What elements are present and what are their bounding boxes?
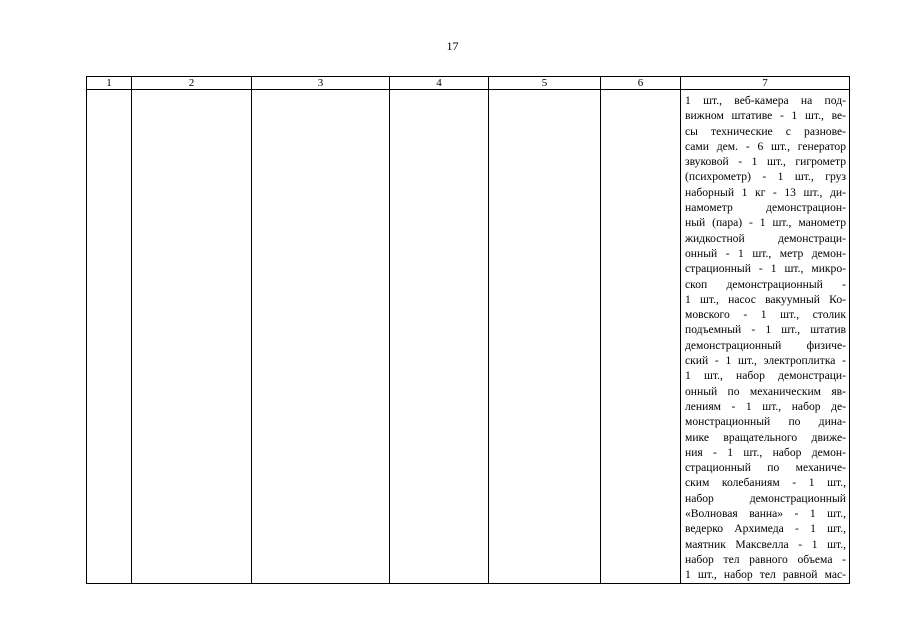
table-cell-col1 [87,90,132,584]
equipment-list-line: сы технические с разнове- [685,124,846,138]
table-row [87,90,850,584]
equipment-list-line: ный (пара) - 1 шт., манометр [685,216,846,230]
equipment-list-line: маятник Максвелла - 1 шт., [685,537,846,551]
equipment-list-line: скоп демонстрационный - [685,277,846,291]
column-header-1: 1 [87,77,132,90]
equipment-list-line: онный по механическим яв- [685,384,846,398]
equipment-list-line: 1 шт., насос вакуумный Ко- [685,292,846,306]
equipment-list-line: подъемный - 1 шт., штатив [685,323,846,337]
equipment-table [86,76,850,584]
equipment-list-line: ведерко Архимеда - 1 шт., [685,522,846,536]
table-cell-col4 [390,90,489,584]
equipment-list-line: лениям - 1 шт., набор де- [685,399,846,413]
equipment-list-line: набор тел равного объема - [685,552,846,566]
equipment-list-line: (психрометр) - 1 шт., груз [685,170,846,184]
header-row [87,77,850,90]
equipment-list-line: набор демонстрационный [685,491,846,505]
equipment-list-line: 1 шт., набор демонстраци- [685,369,846,383]
equipment-list-line: 1 шт., веб-камера на под- [685,94,846,107]
equipment-list-line: вижном штативе - 1 шт., ве- [685,109,846,123]
equipment-list-line: мовского - 1 шт., столик [685,308,846,322]
equipment-list-line: демонстрационный физиче- [685,338,846,352]
equipment-list-line: страционный - 1 шт., микро- [685,262,846,276]
equipment-list-line: онный - 1 шт., метр демон- [685,246,846,260]
column-header-5: 5 [489,77,601,90]
equipment-list-line: наборный 1 кг - 13 шт., ди- [685,185,846,199]
equipment-list-line: 1 шт., набор тел равной мас- [685,568,846,582]
equipment-list-line: «Волновая ванна» - 1 шт., [685,507,846,521]
table-cell-col2 [132,90,252,584]
equipment-list-line: ния - 1 шт., набор демон- [685,445,846,459]
page-number: 17 [446,39,459,53]
column-header-7: 7 [681,77,850,90]
equipment-list-line: намометр демонстрацион- [685,201,846,215]
column-header-3: 3 [252,77,390,90]
column-header-6: 6 [601,77,681,90]
equipment-list-line: ским колебаниям - 1 шт., [685,476,846,490]
table-cell-col7-equipment-list [681,90,850,584]
equipment-list-line: монстрационный по дина- [685,415,846,429]
equipment-list-line: страционный по механиче- [685,461,846,475]
column-header-2: 2 [132,77,252,90]
equipment-list-line: ский - 1 шт., электроплитка - [685,354,846,368]
equipment-list-line: звуковой - 1 шт., гигрометр [685,155,846,169]
equipment-list-line: сами дем. - 6 шт., генератор [685,139,846,153]
table-cell-col6 [601,90,681,584]
equipment-list-line: жидкостной демонстраци- [685,231,846,245]
column-header-4: 4 [390,77,489,90]
table-cell-col5 [489,90,601,584]
equipment-list-text [685,93,846,583]
table-cell-col3 [252,90,390,584]
equipment-list-line: мике вращательного движе- [685,430,846,444]
